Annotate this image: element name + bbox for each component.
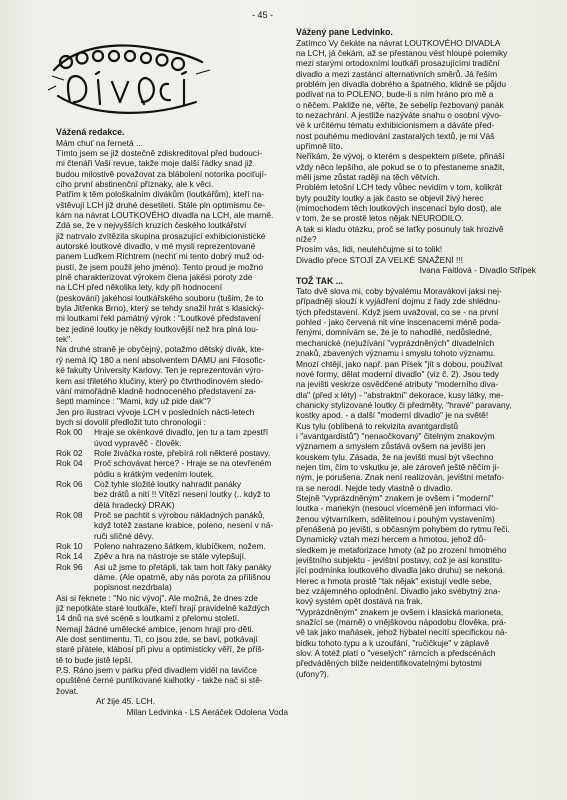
text-line: Zatímco Vy čekáte na návrat LOUTKOVÉHO DIVADLA — [296, 37, 501, 48]
text-line: vé k určitému tématu exhibicionismem a dáváte před- — [296, 120, 495, 131]
chronology-year: Rok 00 — [56, 427, 83, 438]
text-line: ným, je porušena. Znak není realizován, jevištní metafo- — [296, 472, 505, 483]
text-line: v tom, že se prostě letos nějak NEURODILO. — [296, 213, 464, 224]
text-line: popisnost nezdrbala) — [94, 582, 172, 593]
text-line: i "avantgardistů") "nenaočkovaný" čitelným znakovým — [296, 430, 495, 441]
text-line: Patřím k těm pološkalním divákům (loutkářům), kteří na- — [56, 189, 265, 200]
text-line: předváděných bliže neidentifikovatelnými bytostmi — [296, 658, 482, 669]
text-line: Dynamický vztah mezi hercem a hmotou, jehož dů- — [296, 534, 486, 545]
text-line: rý nemá IQ 180 a není absolventem DAMU ani Filosofic- — [56, 354, 266, 365]
text-line: kám na návrat LOUTKOVÉHO divadla na LCH, ale marně. — [56, 210, 274, 220]
chronology-year: Rok 96 — [56, 561, 83, 572]
text-line: ra se nerodí. Nejde tedy vlastně o divadlo. — [296, 482, 453, 493]
chronology-entry — [56, 479, 288, 510]
text-line: ruči slíčné děvy. — [94, 530, 154, 541]
text-line: na LCH, já čekám, až se přestanou vést hloupé polemiky — [296, 47, 508, 58]
chronology-list — [56, 427, 288, 593]
text-line: jevištního subjektu - jevištní postavy, což je asi konstitu- — [296, 555, 503, 566]
text-line: významem a smyslem zůstává ovšem na jevišti jen — [296, 441, 486, 452]
letter-left-column — [56, 127, 288, 717]
text-line: upřímně líto. — [296, 141, 343, 152]
text-line: mechanické (ne)užívání "vyprázdněných" divadelních — [296, 337, 495, 348]
letter-heading: Vážená redakce. — [56, 127, 125, 137]
text-line: dáme. (Ale opatrně, aby nás porota za přílišnou — [94, 572, 271, 583]
text-line: cího první abstinenční příznaky, ale k věci. — [56, 178, 214, 189]
text-line: loutka - manekýn (nesoucí víceméně jen informaci vlo- — [296, 503, 499, 514]
text-line: bidku tohoto typu a k uzoufání, "ručičkuje" v záplavě — [296, 637, 490, 648]
page-number: - 45 - — [252, 10, 274, 20]
text-line: problém jen divadla dobrého a špatného, klidně se půjdu — [296, 78, 506, 89]
text-line: bych si dovolil předložit tuto chronologii : — [56, 416, 206, 427]
reply-right-column — [296, 27, 536, 679]
article-heading: TOŽ TAK ... — [296, 275, 344, 286]
text-line: šeptl mamince : "Mami, kdy už pide dak"? — [56, 396, 211, 407]
text-line: Nemají žádné umělecké ambice, jenom hrají pro děti. — [56, 623, 254, 634]
chronology-year: Rok 10 — [56, 541, 83, 551]
text-line: slov. A totéž platí o "veselých" rámcích a předscénách — [296, 648, 496, 659]
text-line: kostky apod. - a další "moderní divadlo" je na světě! — [296, 410, 489, 421]
text-line: (mimochodem těch loutkových inscenací bylo dost), ale — [296, 203, 502, 214]
text-line: ženou výtvarníkem, sdělitelnou i pouhým vystavením) — [296, 513, 495, 524]
text-line: úvod vypravěč - člověk. — [94, 437, 182, 448]
masthead-logo-icon — [46, 40, 216, 124]
text-line: autorské loutkové divadlo, v mé mysli reprezentované — [56, 241, 256, 252]
text-line: Tímto jsem se již dostečně zdiskreditoval před budoucí- — [56, 147, 263, 158]
chronology-year: Rok 06 — [56, 478, 83, 489]
text-line: bez jediné loutky je někdy loutkovější než hra plná lou- — [56, 323, 259, 334]
text-line: Asi už jsme to přetápli, tak tam holt řáky panáky — [94, 561, 272, 572]
text-line: panem Luďkem Richtrem (nechť mi tento dobrý muž od- — [56, 251, 265, 262]
text-line: již natrvalo zvítězila skupina prosazující exhibicionistické — [56, 230, 266, 241]
text-line: žovat. — [56, 685, 79, 696]
text-line: Neříkám, že vývoj, o kterém s despektem píšete, přináší — [296, 151, 505, 162]
text-line: Asi si řeknete : "No nic vývoj". Ale možná, že dnes zde — [56, 592, 258, 603]
text-line: Prosím vás, lidi, neulehčujme si to tolik! — [296, 244, 443, 255]
text-line: Zdá se, že v nejvyšších kruzích českého loutkářství — [56, 220, 247, 231]
text-line: vání mimořádně kladně hodnoceného představení za- — [56, 385, 257, 396]
text-line: Jen pro ilustraci vývoje LCH v posledních nácti-letech — [56, 406, 255, 417]
text-line: případněji slouží k vyjádření dojmu z řady zde shlédnu- — [296, 296, 501, 307]
text-line: přenášená po jevišti, s občasným pohybem do rytmu řeči. — [296, 524, 510, 534]
text-line: Poleno nahrazeno šátkem, klubíčkem, nožem. — [94, 541, 266, 551]
text-line: bez drátů a nití !! Vítězí nesení loutky (.. když to — [94, 489, 271, 500]
closing-line: Ať žije 45. LCH. — [96, 696, 155, 707]
text-line: pohled - jako červená nit vine inscenacemi méně poda- — [296, 317, 501, 328]
text-line: na LCH před několika lety, kdy při hodnocení — [56, 282, 223, 293]
text-line: byla Jitřenka Brno), který se tehdy snažil hrát s klasický- — [56, 303, 265, 314]
text-line: když totéž zastane krabice, poleno, nesení v ná- — [94, 520, 274, 531]
text-line: Proč schovávat herce? - Hraje se na otevřeném — [94, 458, 272, 469]
text-line: mezi starými ortodoxními loutkáři prosazujícími tradiční — [296, 58, 500, 69]
text-line: kouskem tylu. Zásada, že na jevišti musí být všechno — [296, 451, 494, 462]
text-line: (peskování) jakéhosi loutkářského souboru (tušim, že to — [56, 292, 264, 303]
text-line: na jevišti veskrze osvědčené atributy "moderního diva- — [296, 379, 499, 390]
chronology-year: Rok 04 — [56, 458, 83, 469]
text-line: Hraje se okénkové divadlo, jen tu a tam zpestří — [94, 427, 269, 438]
text-line: již nepotkáte staré loutkáře, kteří hrají pravidelně každých — [56, 603, 270, 614]
text-line: dla" (před x léty) - "abstraktní" dekorace, kusy látky, me- — [296, 389, 504, 400]
text-line: vě tak jako maňásek, jehož hýbatel necítí specifickou ná- — [296, 627, 508, 638]
text-line: pustí, že jsem použil jeho jméno). Tento proud je možno — [56, 261, 264, 272]
text-line: mi čtenáři Vaší revue, takže moje další řádky snad již — [56, 158, 253, 169]
text-line: A tak si kladu otázku, proč se laťky posunuly tak hrozivě — [296, 223, 504, 234]
chronology-entry — [56, 562, 288, 593]
text-line: byly použity loutky a jak často se objevil živý herec — [296, 192, 484, 203]
text-line: Na druhé straně je obyčejný, potažmo dětský divák, kte- — [56, 344, 265, 355]
text-line: Ale dost sentimentu. Ti, co jsou zde, se baví, potkávají — [56, 634, 258, 645]
chronology-entry — [56, 427, 288, 448]
text-line: Problém letošní LCH tedy vůbec nevidím v tom, kolikrát — [296, 182, 502, 193]
text-line: vštěvují LCH již druhé desetiletí. Stále pln optimismu če- — [56, 199, 265, 210]
text-line: tek". — [56, 334, 73, 345]
text-line: podívat na to POLENO, bude-li s ním hráno pro mě a — [296, 89, 494, 100]
text-line: nové formy, dělat moderní divadlo" (viz č. 2). Jsou tedy — [296, 368, 499, 379]
text-line: to nezachrání. A jestliže nazýváte snahu o osobní vývo- — [296, 110, 502, 120]
text-line: Stejně "vyprázdněným" znakem je ovšem i "moderní" — [296, 492, 494, 503]
text-line: vždy něco lepšího, ale pokud se o to přestaneme snažit, — [296, 161, 505, 172]
text-line: snažící se (marně) o vnějškovou nápodobu člověka, prá- — [296, 617, 507, 628]
text-line: nost pouhému mediování zastaralých textů, je mi Váš — [296, 130, 495, 141]
text-line: Kus tylu (oblíbená to rekvizita avantgardistů — [296, 420, 459, 431]
chronology-year: Rok 14 — [56, 551, 83, 562]
text-line: Mám chuť na fernetá ... — [56, 137, 143, 148]
chronology-entry — [56, 448, 288, 458]
text-line: (ufony?). — [296, 668, 330, 679]
text-line: kem asi třiletého klučiny, který po čtvrthodinovém sledo- — [56, 375, 263, 386]
text-line: měli jsme zůstat raději na těch větvích. — [296, 172, 440, 183]
text-line: kový systém opět dostává na frak. — [296, 596, 423, 607]
chronology-entry — [56, 510, 288, 541]
text-line: P.S. Ráno jsem v parku před divadlem viděl na lavičce — [56, 665, 257, 676]
text-line: níže? — [296, 234, 317, 245]
text-line: plně charakterizovat výrokem člena jakési poroty zde — [56, 272, 253, 283]
text-line: tě to bude jistě lepší. — [56, 654, 133, 665]
text-line: mi loutkami řekl památný výrok : "Loutkové představení — [56, 313, 261, 324]
text-line: řenými, domnívám se, že je to nahodilé, nedůsledné, — [296, 327, 492, 338]
text-line: tých představení. Když jsem uvažoval, co se - na první — [296, 306, 499, 317]
text-line: o něčem. Pakliže ne, věřte, že sebelíp řezbovaný panák — [296, 99, 504, 110]
text-line: nejen tím, čím to vskutku je, ale zároveň ještě něčím ji- — [296, 461, 500, 472]
text-line: "Vyprázdněným" znakem je ovšem i klasická marioneta, — [296, 606, 504, 617]
text-line: staré přátele, klábosí při pivu a optimisticky věří, že příš- — [56, 644, 265, 655]
text-line: divadlo a mezi zastánci alternativních směrů. Já řeším — [296, 68, 498, 79]
text-line: opuštěné černé puntíkované kalhotky - takže nač si stě- — [56, 675, 263, 686]
text-line: budou milostivě považovat za blábolení notorika pociťují- — [56, 168, 267, 179]
text-line: sledkem je metaforizace hmoty (až po zrození hmotného — [296, 544, 507, 555]
text-line: pódiu s krátkým vedením loutek. — [94, 468, 215, 479]
text-line: Divadlo přece STOJÍ ZA VELKÉ SNAŽENÍ !!! — [296, 254, 463, 265]
text-line: dělá hradecký DRAK) — [94, 499, 175, 510]
text-line: Což tyhle složité loutky nahradit panáky — [94, 478, 242, 489]
text-line: Role živáčka roste, přebírá roli některé postavy. — [94, 447, 271, 458]
chronology-entry — [56, 541, 288, 551]
text-line: ké fakulty University Karlovy. Ten je reprezentován výro- — [56, 365, 264, 376]
chronology-year: Rok 08 — [56, 509, 83, 520]
text-line: Herec a hmota prostě "tak nějak" existují vedle sebe, — [296, 575, 492, 586]
text-line: jící podmínka loutkového divadla jako druhu) se nekoná. — [296, 565, 506, 576]
text-line: chanicky stylizované loutky či předměty, "hravé" paravany, — [296, 399, 512, 410]
text-line: Proč se pachtit s výrobou nákladných panáků, — [94, 509, 265, 520]
reply-signature: Ivana Faitlová - Divadlo Střípek — [419, 265, 536, 276]
chronology-entry — [56, 551, 288, 561]
reply-heading: Vážený pane Ledvinko. — [296, 27, 393, 37]
text-line: bez vzájemného oplodnění. Divadlo jako svébytný zna- — [296, 586, 501, 597]
text-line: 14 dnů na své scéně s loutkami z přelomu století. — [56, 613, 240, 624]
text-line: Tato dvě slova mi, coby bývalému Moravákovi jaksi nej- — [296, 286, 502, 297]
text-line: Zpěv a hra na nástroje se stále vylepšují. — [94, 551, 247, 562]
letter-signature: Milan Ledvinka - LS Aeráček Odolena Voda — [126, 706, 288, 717]
text-line: znaků, zbavených významu i smyslu tohoto významu. — [296, 348, 496, 359]
chronology-entry — [56, 458, 288, 479]
chronology-year: Rok 02 — [56, 447, 83, 458]
text-line: Mnozí chtějí, jako např. pan Písek "jít s dobou, používat — [296, 358, 503, 369]
